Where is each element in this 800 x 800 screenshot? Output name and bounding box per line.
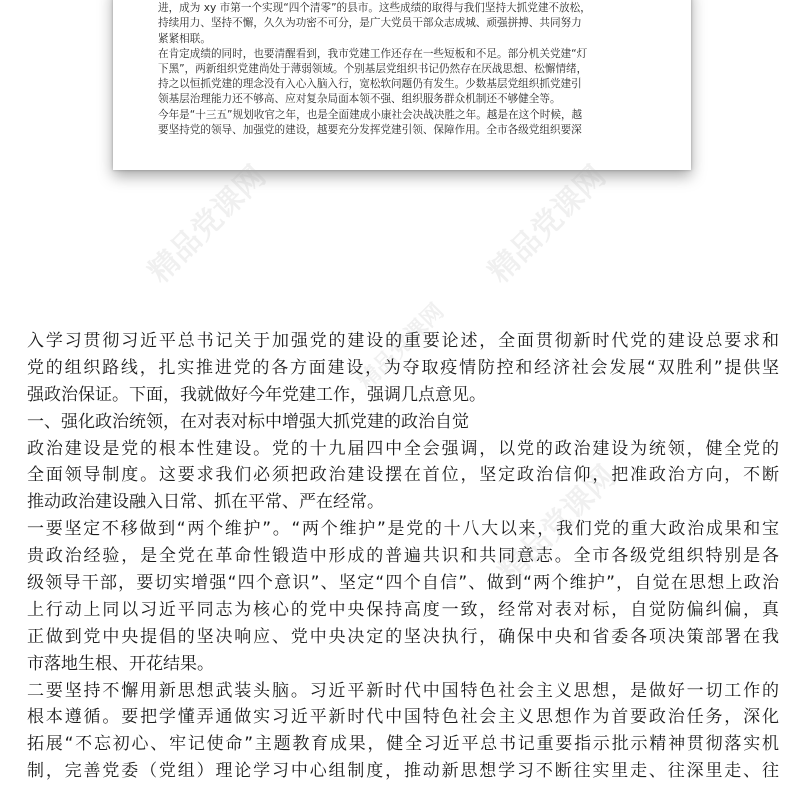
body-line: 根本遵循。要把学懂弄通做实习近平新时代中国特色社会主义思想作为首要政治任务，深化 <box>27 707 779 728</box>
preview-line: 在肯定成绩的同时，也要清醒看到，我市党建工作还存在一些短板和不足。部分机关党建“灯 <box>158 47 588 60</box>
preview-line: 持续用力、坚持不懈，久久为功密不可分，是广大党员干部众志成城、顽强拼搏、共同努力 <box>158 17 582 30</box>
body-line: 入学习贯彻习近平总书记关于加强党的建设的重要论述，全面贯彻新时代党的建设总要求和 <box>27 331 779 351</box>
body-line: 推动政治建设融入日常、抓在平常、严在经常。 <box>27 492 384 513</box>
watermark: 精品党课网 <box>492 459 623 590</box>
preview-line: 下黑”，两新组织党建尚处于薄弱领域。个别基层党组织书记仍然存在厌战思想、松懈情绪， <box>158 63 588 76</box>
body-line: 上行动上同以习近平同志为核心的党中央保持高度一致，经常对表对标，自觉防偏纠偏，真 <box>27 599 779 620</box>
preview-line: 持之以恒抓党建的理念没有入心入脑入行，宽松软问题仍有发生。少数基层党组织抓党建引 <box>158 78 582 91</box>
preview-text <box>158 0 658 138</box>
body-line: 级领导干部，要切实增强“四个意识”、坚定“四个自信”、做到“两个维护”，自觉在思想上政治 <box>27 573 779 594</box>
document-body <box>27 328 779 785</box>
section-heading: 一、强化政治统领，在对表对标中增强大抓党建的政治自觉 <box>27 411 469 432</box>
body-line: 全面领导制度。这要求我们必须把政治建设摆在首位，坚定政治信仰，把准政治方向，不断 <box>27 465 779 486</box>
watermark: 精品党课网 <box>142 159 273 290</box>
body-line: 二要坚持不懈用新思想武装头脑。习近平新时代中国特色社会主义思想，是做好一切工作的 <box>27 680 779 701</box>
watermark: 精品党课网 <box>353 299 450 395</box>
preview-line: 今年是“十三五”规划收官之年，也是全面建成小康社会决战决胜之年。越是在这个时候，越 <box>158 108 583 121</box>
body-line: 制，完善党委（党组）理论学习中心组制度，推动新思想学习不断往实里走、往深里走、往 <box>27 761 779 782</box>
preview-line: 领基层治理能力还不够高、应对复杂局面本领不强、组织服务群众机制还不够健全等。 <box>158 93 561 106</box>
body-line: 党的组织路线，扎实推进党的各方面建设，为夺取疫情防控和经济社会发展“双胜利”提供坚 <box>27 357 779 378</box>
preview-line: 要坚持党的领导、加强党的建设，越要充分发挥党建引领、保障作用。全市各级党组织要深 <box>158 123 582 136</box>
body-line: 市落地生根、开花结果。 <box>27 653 214 674</box>
body-line: 拓展“不忘初心、牢记使命”主题教育成果，健全习近平总书记重要指示批示精神贯彻落实机 <box>27 734 779 755</box>
body-line: 正做到党中央提倡的坚决响应、党中央决定的坚决执行，确保中央和省委各项决策部署在我 <box>27 626 779 647</box>
body-line: 强政治保证。下面，我就做好今年党建工作，强调几点意见。 <box>27 384 486 405</box>
document-preview-card <box>113 0 691 170</box>
preview-line: 紧紧相联。 <box>158 32 211 45</box>
body-line: 一要坚定不移做到“两个维护”。“两个维护”是党的十八大以来，我们党的重大政治成果和宝 <box>27 519 779 540</box>
body-line: 贵政治经验，是全党在革命性锻造中形成的普遍共识和共同意志。全市各级党组织特别是各 <box>27 546 779 567</box>
watermark: 精品党课网 <box>482 159 613 290</box>
preview-line: 进，成为 xy 市第一个实现“四个清零”的县市。这些成绩的取得与我们坚持大抓党建不放松， <box>158 2 591 15</box>
body-line: 政治建设是党的根本性建设。党的十九届四中全会强调，以党的政治建设为统领，健全党的 <box>27 438 779 459</box>
